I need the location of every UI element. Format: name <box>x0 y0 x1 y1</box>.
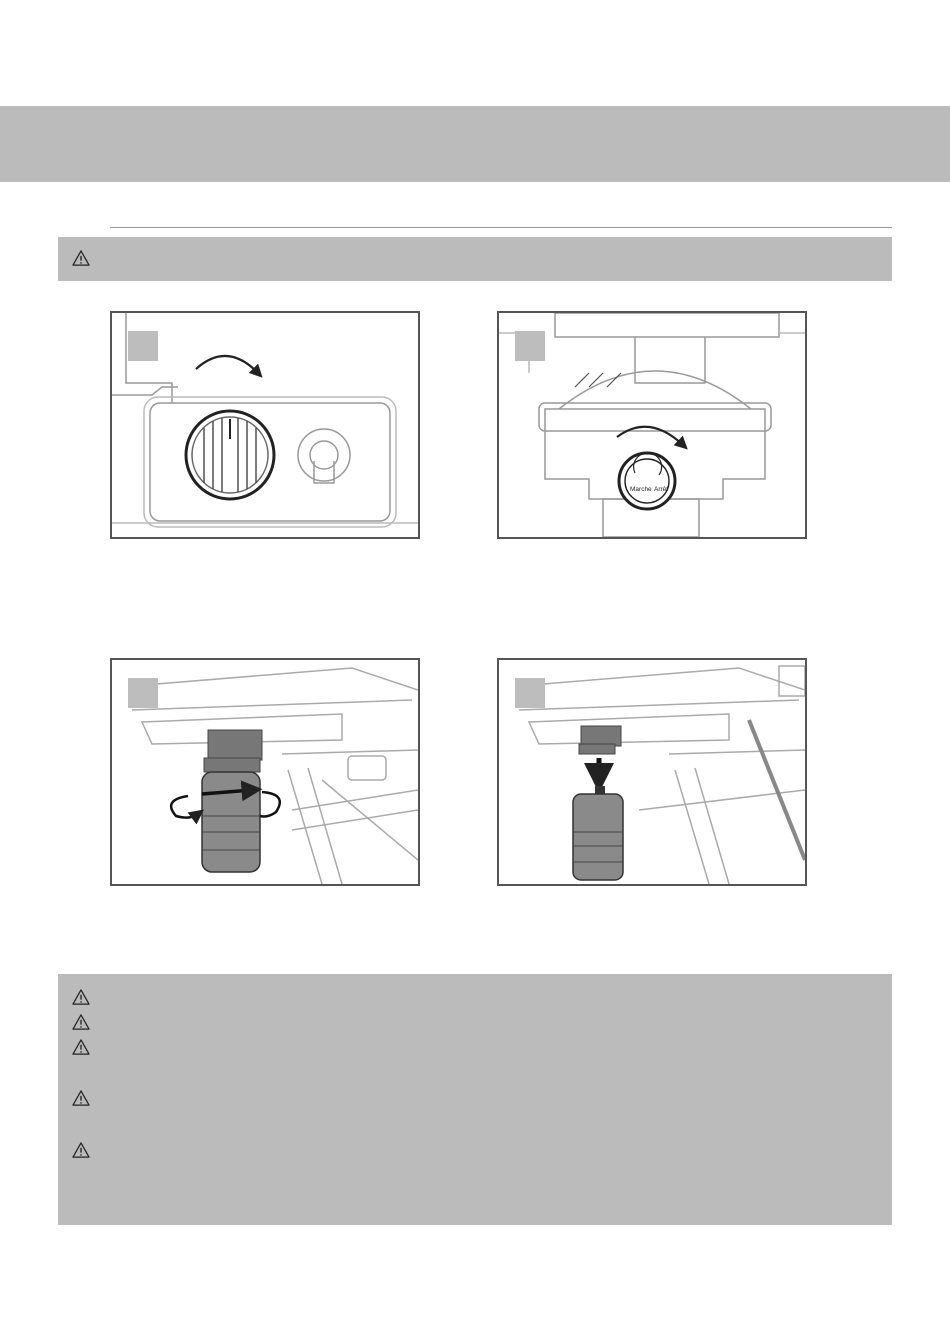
step-number-box <box>515 678 545 708</box>
warning-triangle-icon <box>72 1090 90 1106</box>
warning-triangle-icon <box>72 1142 90 1158</box>
warning-triangle-icon <box>72 250 90 266</box>
gas-cartridge <box>202 772 260 872</box>
rotate-clockwise-arrow-icon <box>617 427 683 445</box>
rotate-left-arrow-icon <box>171 796 198 818</box>
warning-triangle-icon <box>72 1039 90 1055</box>
figure-1-knob <box>110 311 420 539</box>
knob-label-on: Marche <box>630 486 652 493</box>
step-number-box <box>128 331 158 361</box>
figure-4-cartridge-remove <box>497 658 807 886</box>
figure-3-cartridge-rotate <box>110 658 420 886</box>
gas-cartridge <box>573 786 623 880</box>
rotate-clockwise-arrow-icon <box>196 356 258 373</box>
figure-2-valve <box>497 311 807 539</box>
valve-knob <box>619 453 675 509</box>
warning-triangle-icon <box>72 989 90 1005</box>
rotate-right-arrow-icon <box>260 792 280 817</box>
warning-bar <box>58 237 892 281</box>
warnings-box <box>58 974 892 1225</box>
step-number-box <box>515 331 545 361</box>
section-rule <box>110 227 892 228</box>
header-band <box>0 106 950 182</box>
knob-label-off: Arrêt <box>654 486 669 493</box>
step-number-box <box>128 678 158 708</box>
warning-triangle-icon <box>72 1014 90 1030</box>
